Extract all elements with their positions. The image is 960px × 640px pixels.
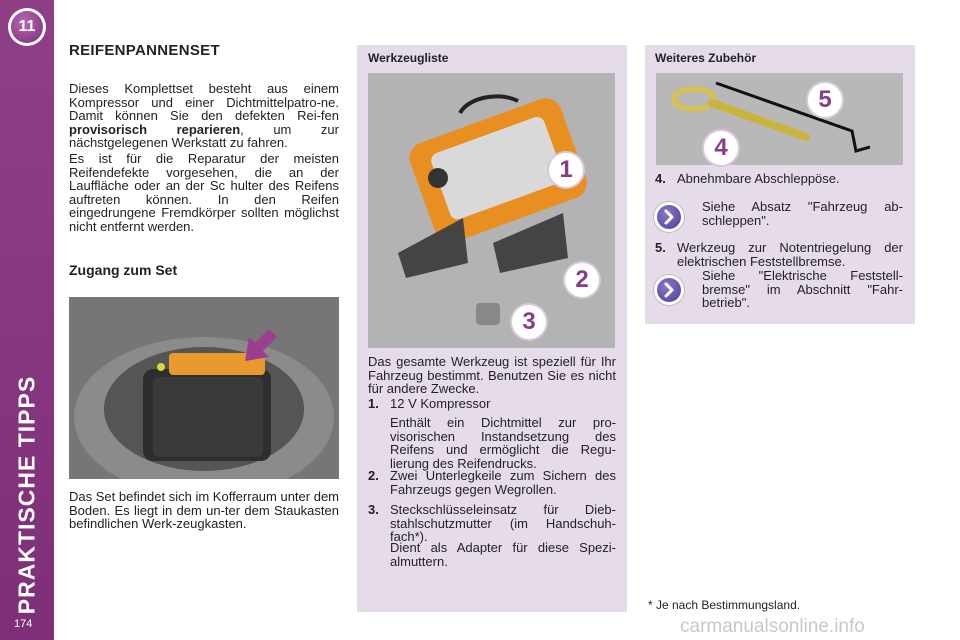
chapter-title-text: PRAKTISCHE TIPPS xyxy=(13,375,40,615)
accessory-reference-4: Siehe Absatz "Fahrzeug ab-schleppen". xyxy=(702,199,903,228)
watermark: carmanualsonline.info xyxy=(680,616,865,637)
accessory-label-4: 4 xyxy=(704,131,738,165)
intro-paragraph xyxy=(69,82,339,150)
tool-item-3 xyxy=(368,503,616,573)
repair-paragraph: Es ist für die Reparatur der meisten Reifendefekte vorgesehen, die an der Lauffläche oder an der Sc hulter des Reifens auftreten können. In den Reifen eingedrungene Fremdkörper sollten möglichst nicht entfernt werden. xyxy=(69,151,339,234)
chapter-number: 11 xyxy=(11,11,43,43)
accessories-title: Weiteres Zubehör xyxy=(655,51,757,65)
tool-item-detail: Dient als Adapter für diese Spezi-almuttern. xyxy=(390,540,616,569)
accessory-label-5: 5 xyxy=(808,83,842,117)
tool-item-number: 3. xyxy=(368,502,379,517)
chapter-title xyxy=(3,370,51,620)
tool-item-number: 1. xyxy=(368,396,379,411)
chapter-number-badge xyxy=(8,8,46,46)
intro-bold: provisorisch reparieren xyxy=(69,121,241,137)
tool-item-text: Steckschlüsseleinsatz für Dieb-stahlschutzmutter (im Handschuh-fach*). xyxy=(390,502,616,545)
accessories-panel xyxy=(645,45,915,324)
tool-item-2 xyxy=(368,469,616,499)
trunk-photo xyxy=(69,297,339,479)
accessory-item-number: 4. xyxy=(655,171,666,186)
tool-item-detail: Enthält ein Dichtmittel zur pro-visorischen Instandsetzung des Reifens und ermöglicht die Regu-lierung des Reifendrucks. xyxy=(390,415,616,471)
accessory-reference-5: Siehe "Elektrische Feststell-bremse" im Abschnitt "Fahr-betrieb". xyxy=(702,268,903,311)
tool-list-intro: Das gesamte Werkzeug ist speziell für Ihr Fahrzeug bestimmt. Benutzen Sie es nicht für andere Zwecke. xyxy=(368,354,616,397)
subsection-title: Zugang zum Set xyxy=(69,262,178,278)
tool-list-panel xyxy=(357,45,627,612)
intro-text-a: Dieses Komplettset besteht aus einem Kompressor und einer Dichtmittelpatro-ne. Damit können Sie den defekten Rei-fen xyxy=(69,81,339,124)
accessories-image xyxy=(656,73,903,165)
section-title: REIFENPANNENSET xyxy=(69,42,220,59)
tool-kit-image xyxy=(368,73,615,348)
tool-item-text: 12 V Kompressor xyxy=(390,396,491,411)
accessory-item-5 xyxy=(655,241,903,271)
accessory-item-text: Abnehmbare Abschleppöse. xyxy=(677,171,840,186)
intro-text-b: , um zur nächstgelegenen Werkstatt zu fahren. xyxy=(69,121,339,151)
tool-list-title: Werkzeugliste xyxy=(368,51,449,65)
tool-label-2: 2 xyxy=(565,263,599,297)
footnote: * Je nach Bestimmungsland. xyxy=(648,598,801,612)
accessory-item-text: Werkzeug zur Notentriegelung der elektrischen Feststellbremse. xyxy=(677,240,903,269)
tool-item-text: Zwei Unterlegkeile zum Sichern des Fahrzeugs gegen Wegrollen. xyxy=(390,468,616,497)
accessory-item-number: 5. xyxy=(655,240,666,255)
tool-label-1: 1 xyxy=(549,153,583,187)
accessory-item-4 xyxy=(655,172,903,190)
tool-item-1 xyxy=(368,396,616,471)
location-paragraph: Das Set befindet sich im Kofferraum unter dem Boden. Es liegt in dem un-ter dem Staukasten befindlichen Werk-zeugkasten. xyxy=(69,489,339,532)
page-number: 174 xyxy=(14,618,33,630)
chapter-sidebar xyxy=(0,0,54,640)
see-reference-icon xyxy=(654,202,684,232)
tool-item-number: 2. xyxy=(368,468,379,483)
see-reference-icon xyxy=(654,275,684,305)
tool-label-3: 3 xyxy=(512,305,546,339)
